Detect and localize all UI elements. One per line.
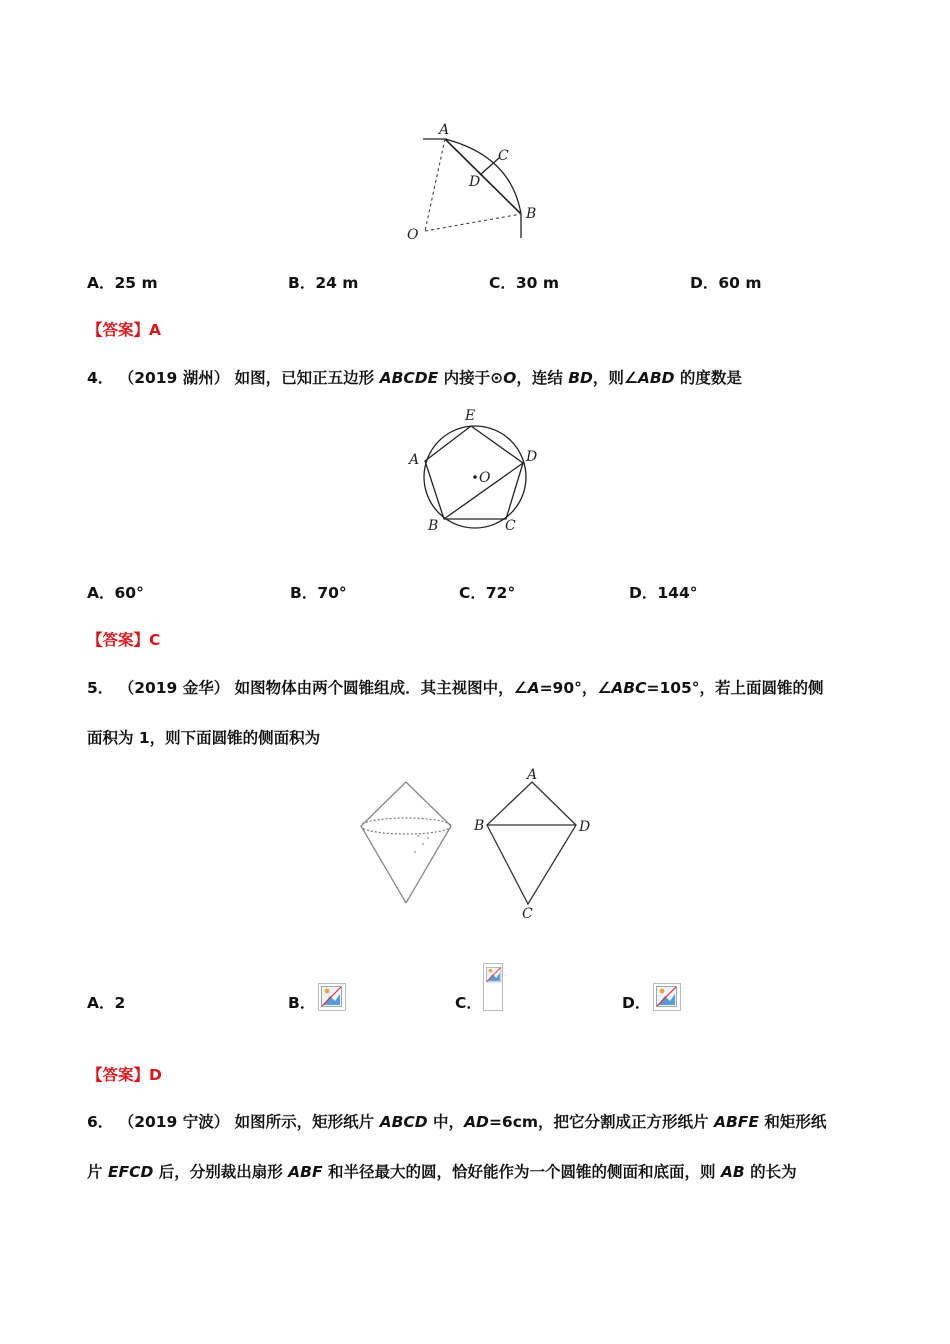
broken-image-icon [321,986,343,1008]
q5-option-b-image [318,983,346,1011]
q3-option-a: A．25 m [87,274,158,292]
q3-option-d: D．60 m [690,274,762,292]
q4-option-d: D．144° [629,584,698,602]
q6-stem-line1: 6． （2019 宁波） 如图所示，矩形纸片 ABCD 中，AD=6cm，把它分割成正方形纸片 ABFE 和矩形纸 [87,1113,827,1131]
q5-option-c-letter: C． [455,994,482,1012]
fig4-label-c: C [505,518,516,534]
figure-double-cone [352,772,460,912]
q4-option-b: B．70° [290,584,347,602]
fig5-label-d: D [579,819,591,835]
q3-option-c: C．30 m [489,274,560,292]
fig5-label-c: C [522,906,533,922]
fig1-label-a: A [439,122,450,138]
fig1-label-d: D [469,174,481,190]
q5-option-d-letter: D． [622,994,651,1012]
q4-option-c: C．72° [459,584,516,602]
q3-answer: 【答案】A [87,321,161,339]
q6-stem-line2: 片 EFCD 后，分别裁出扇形 ABF 和半径最大的圆，恰好能作为一个圆锥的侧面和底面，则 AB 的长为 [87,1163,797,1181]
figure-arc-chord [395,118,555,248]
fig5-label-a: A [527,767,538,783]
q5-option-b-letter: B． [288,994,316,1012]
q4-option-a: A．60° [87,584,144,602]
q3-option-b: B．24 m [288,274,359,292]
figure-main-view [470,764,600,924]
q5-answer: 【答案】D [87,1066,162,1084]
fig1-label-c: C [498,148,509,164]
fig1-label-b: B [526,206,537,222]
q5-option-a: A．2 [87,994,126,1012]
fig4-label-e: E [465,408,476,424]
fig4-label-d: D [526,449,538,465]
broken-image-icon [486,966,502,984]
fig4-label-o: O [479,470,491,486]
fig4-label-a: A [409,452,420,468]
q4-answer: 【答案】C [87,631,161,649]
q4-stem: 4． （2019 湖州） 如图，已知正五边形 ABCDE 内接于⊙O，连结 BD，则∠ABD 的度数是 [87,369,742,387]
broken-image-icon [656,986,678,1008]
figure-inscribed-pentagon [400,402,550,537]
fig5-label-b: B [474,818,485,834]
q5-option-c-image [483,963,503,1011]
q5-option-d-image [653,983,681,1011]
q5-stem-line2: 面积为 1，则下面圆锥的侧面积为 [87,729,321,747]
fig1-label-o: O [407,227,419,243]
q5-stem-line1: 5． （2019 金华） 如图物体由两个圆锥组成．其主视图中，∠A=90°，∠ABC=105°，若上面圆锥的侧 [87,679,824,697]
fig4-label-b: B [428,518,439,534]
